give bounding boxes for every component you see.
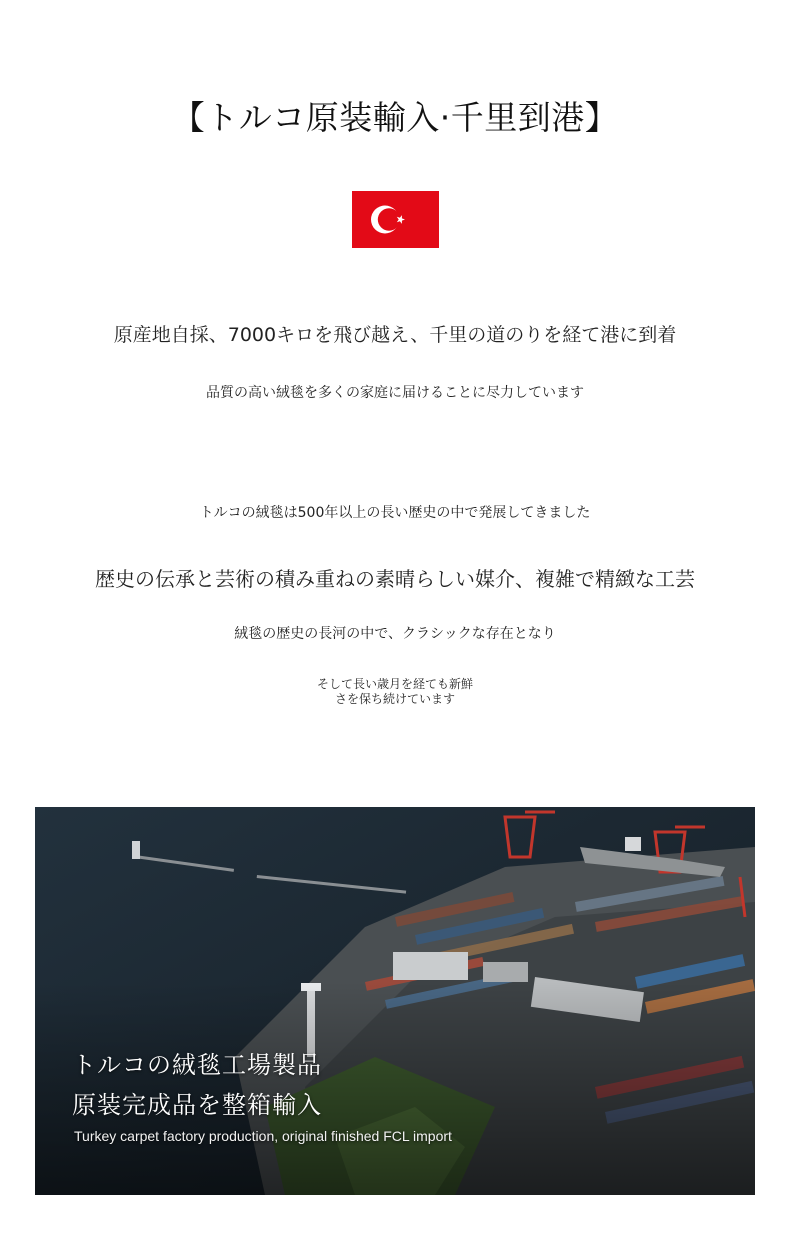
craft-headline: 歴史の伝承と芸術の積み重ねの素晴らしい媒介、複雑で精緻な工芸 <box>95 567 695 591</box>
photo-caption-en: Turkey carpet factory production, original finished FCL import <box>74 1128 452 1144</box>
history-line-3b: さを保ち続けています <box>334 692 455 706</box>
origin-tagline: 原産地自採、7000キロを飛び越え、千里の道のりを経て港に到着 <box>113 324 677 346</box>
quality-subline: 品質の高い絨毯を多くの家庭に届けることに尽力しています <box>206 385 584 401</box>
turkey-flag-icon <box>352 191 439 248</box>
port-aerial-photo <box>35 807 755 1195</box>
photo-caption-jp-1: トルコの絨毯工場製品 <box>72 1051 322 1079</box>
page-title: 【トルコ原装輸入·千里到港】 <box>171 98 619 137</box>
flag-emblem <box>352 191 439 248</box>
history-line-3 <box>0 677 790 707</box>
history-line-2: 絨毯の歴史の長河の中で、クラシックな存在となり <box>234 626 556 642</box>
photo-caption-jp-2: 原装完成品を整箱輸入 <box>72 1091 322 1119</box>
history-line-3a: そして長い歳月を経ても新鮮 <box>316 677 473 691</box>
history-line-1: トルコの絨毯は500年以上の長い歴史の中で発展してきました <box>199 505 591 521</box>
